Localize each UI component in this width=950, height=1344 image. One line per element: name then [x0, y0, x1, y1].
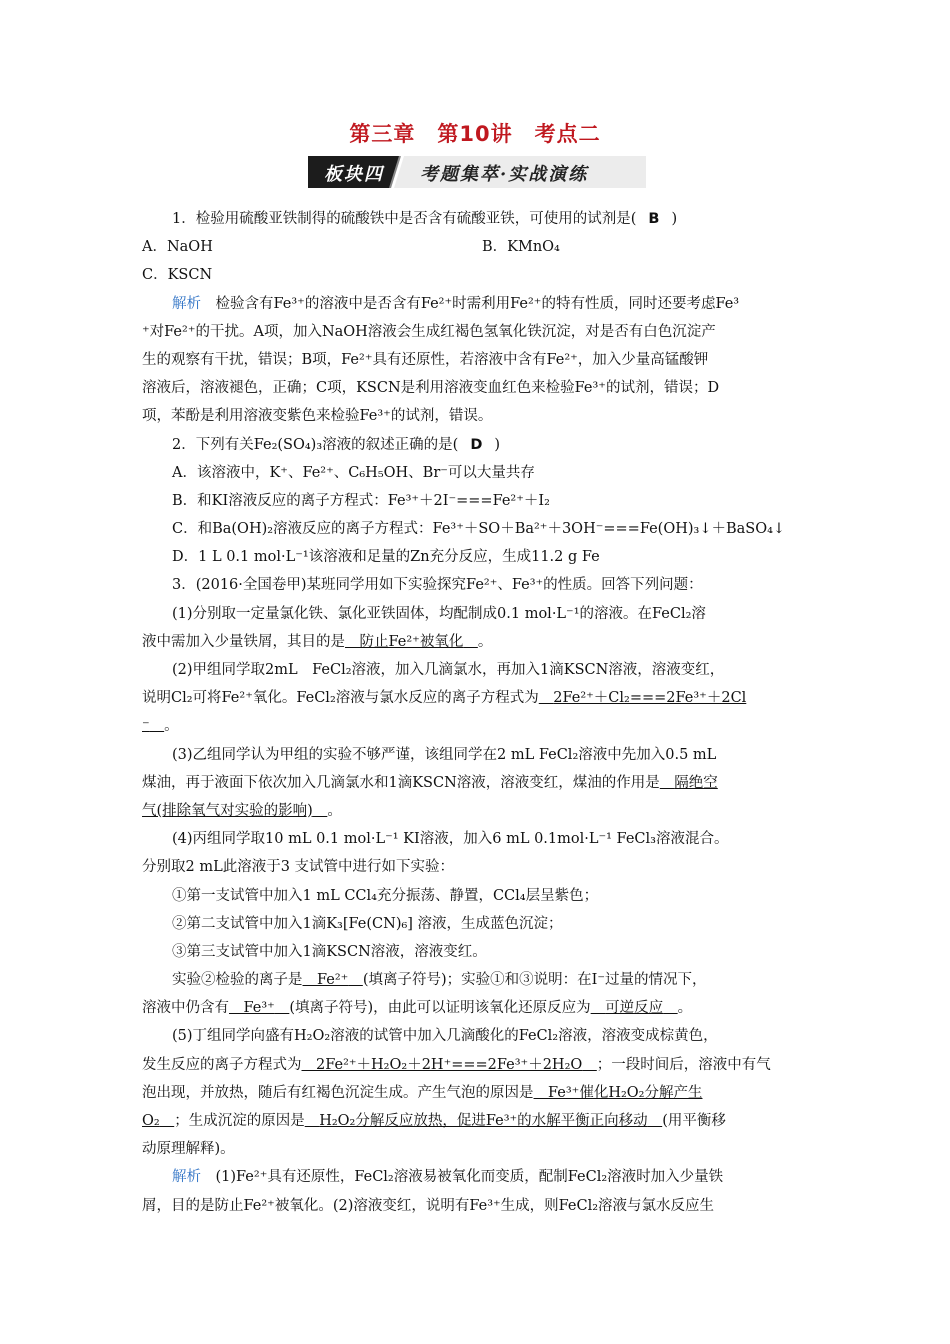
q1-options-ab — [142, 233, 810, 261]
q1-analysis-line: 生的观察有干扰，错误；B项，Fe²⁺具有还原性，若溶液中含有Fe²⁺，加入少量高锰酸钾 — [142, 351, 709, 368]
q2-option-c: C．和Ba(OH)₂溶液反应的离子方程式：Fe³⁺＋SO＋Ba²⁺＋3OH⁻===Fe(OH)₃↓＋BaSO₄↓ — [172, 521, 786, 538]
analysis-label: 解析 — [172, 295, 201, 312]
q2-stem: 2．下列有关Fe₂(SO₄)₃溶液的叙述正确的是( D ) — [172, 436, 501, 453]
q3-part5: O₂ ；生成沉淀的原因是 H₂O₂分解反应放热，促进Fe³⁺的水解平衡正向移动 (用平衡移 — [142, 1113, 726, 1129]
analysis-label: 解析 — [172, 1169, 201, 1186]
q1-analysis-line: ⁺对Fe²⁺的干扰。A项，加入NaOH溶液会生成红褐色氢氧化铁沉淀，对是否有白色沉淀产 — [142, 323, 716, 340]
q3-part3: 煤油，再于液面下依次加入几滴氯水和1滴KSCN溶液，溶液变红，煤油的作用是 隔绝空 — [142, 774, 718, 791]
q3-part4: 分别取2 mL此溶液于3 支试管中进行如下实验： — [142, 859, 455, 876]
q3-part4: 溶液中仍含有 Fe³⁺ (填离子符号)，由此可以证明该氧化还原反应为 可逆反应 。 — [142, 1000, 693, 1017]
q1-option-c: C．KSCN — [142, 267, 213, 284]
q1-analysis-line: 项，苯酚是利用溶液变紫色来检验Fe³⁺的试剂，错误。 — [142, 408, 493, 425]
q2-option-b: B．和KI溶液反应的离子方程式：Fe³⁺＋2I⁻===Fe²⁺＋I₂ — [172, 492, 550, 509]
q3-part4-step: ③第三支试管中加入1滴KSCN溶液，溶液变红。 — [172, 943, 487, 960]
q3-part2: ⁻ 。 — [142, 718, 179, 735]
q3-part4-answer: Fe³⁺ — [243, 1000, 275, 1017]
q2-answer: D — [470, 436, 483, 453]
question-body — [142, 205, 810, 1220]
q3-part5: 发生反应的离子方程式为 2Fe²⁺＋H₂O₂＋2H⁺===2Fe³⁺＋2H₂O ；一段时间后，溶液中有气 — [142, 1056, 771, 1073]
section-banner — [308, 156, 646, 188]
q3-analysis-line: 屑，目的是防止Fe²⁺被氧化。(2)溶液变红，说明有Fe³⁺生成，则FeCl₂溶液与氯水反应生 — [142, 1197, 715, 1214]
q3-part4-step: ②第二支试管中加入1滴K₃[Fe(CN)₆] 溶液，生成蓝色沉淀； — [172, 915, 563, 932]
q3-part2-answer: 2Fe²⁺＋Cl₂===2Fe³⁺＋2Cl — [553, 690, 747, 707]
q1-answer: B — [648, 211, 660, 227]
q3-part1-answer: 防止Fe²⁺被氧化 — [359, 633, 464, 650]
q1-analysis-line: 解析 检验含有Fe³⁺的溶液中是否含有Fe²⁺时需利用Fe²⁺的特有性质，同时还要考虑Fe³ — [172, 295, 740, 312]
q3-part2: (2)甲组同学取2mL FeCl₂溶液，加入几滴氯水，再加入1滴KSCN溶液，溶液变红， — [172, 662, 725, 678]
q3-part1: (1)分别取一定量氯化铁、氯化亚铁固体，均配制成0.1 mol·L⁻¹的溶液。在FeCl₂溶 — [172, 605, 706, 622]
q3-part5-answer: 2Fe²⁺＋H₂O₂＋2H⁺===2Fe³⁺＋2H₂O — [316, 1056, 583, 1073]
q3-part3: 气(排除氧气对实验的影响) 。 — [142, 802, 342, 819]
q3-part3: (3)乙组同学认为甲组的实验不够严谨，该组同学在2 mL FeCl₂溶液中先加入0.5 mL — [172, 746, 717, 763]
q3-part1: 液中需加入少量铁屑，其目的是 防止Fe²⁺被氧化 。 — [142, 633, 493, 650]
q1-option-a: A．NaOH — [142, 239, 213, 256]
q1-stem: 1．检验用硫酸亚铁制得的硫酸铁中是否含有硫酸亚铁，可使用的试剂是( B ) — [172, 211, 678, 227]
q1-analysis-line: 溶液后，溶液褪色，正确；C项，KSCN是利用溶液变血红色来检验Fe³⁺的试剂，错误；D — [142, 380, 720, 397]
q2-option-d: D．1 L 0.1 mol·L⁻¹该溶液和足量的Zn充分反应，生成11.2 g Fe — [172, 549, 600, 566]
q3-part5-answer: H₂O₂分解反应放热，促进Fe³⁺的水解平衡正向移动 — [319, 1113, 648, 1129]
q3-part3-answer: 隔绝空 — [674, 774, 718, 791]
q3-part4: (4)丙组同学取10 mL 0.1 mol·L⁻¹ KI溶液，加入6 mL 0.1mol·L⁻¹ FeCl₃溶液混合。 — [172, 831, 729, 848]
q3-part4-step: ①第一支试管中加入1 mL CCl₄充分振荡、静置，CCl₄层呈紫色； — [172, 887, 599, 904]
q3-part4-answer: Fe²⁺ — [317, 972, 349, 989]
q3-part2: 说明Cl₂可将Fe²⁺氧化。FeCl₂溶液与氯水反应的离子方程式为 2Fe²⁺＋Cl₂===2Fe³⁺＋2Cl — [142, 690, 747, 707]
q3-analysis-line: 解析 (1)Fe²⁺具有还原性，FeCl₂溶液易被氧化而变质，配制FeCl₂溶液时加入少量铁 — [172, 1169, 724, 1186]
page-title: 第三章 第10讲 考点二 — [349, 122, 601, 146]
q3-part5: 泡出现，并放热，随后有红褐色沉淀生成。产生气泡的原因是 Fe³⁺催化H₂O₂分解产生 — [142, 1084, 703, 1101]
q2-option-a: A．该溶液中，K⁺、Fe²⁺、C₆H₅OH、Br⁻可以大量共存 — [172, 464, 535, 481]
banner-right-label: 考题集萃·实战演练 — [420, 164, 589, 185]
q3-part5-answer: Fe³⁺催化H₂O₂分解产生 — [548, 1084, 703, 1101]
q3-part5: (5)丁组同学向盛有H₂O₂溶液的试管中加入几滴酸化的FeCl₂溶液，溶液变成棕黄色， — [172, 1028, 718, 1045]
banner-left-label: 板块四 — [324, 164, 384, 185]
q3-part5: 动原理解释)。 — [142, 1141, 235, 1158]
q3-part4-answer: 可逆反应 — [605, 1000, 664, 1017]
q1-option-b: B．KMnO₄ — [482, 239, 560, 256]
q3-part4: 实验②检验的离子是 Fe²⁺ (填离子符号)；实验①和③说明：在I⁻过量的情况下， — [172, 972, 707, 989]
q3-stem: 3．(2016·全国卷甲)某班同学用如下实验探究Fe²⁺、Fe³⁺的性质。回答下列问题： — [172, 577, 703, 594]
